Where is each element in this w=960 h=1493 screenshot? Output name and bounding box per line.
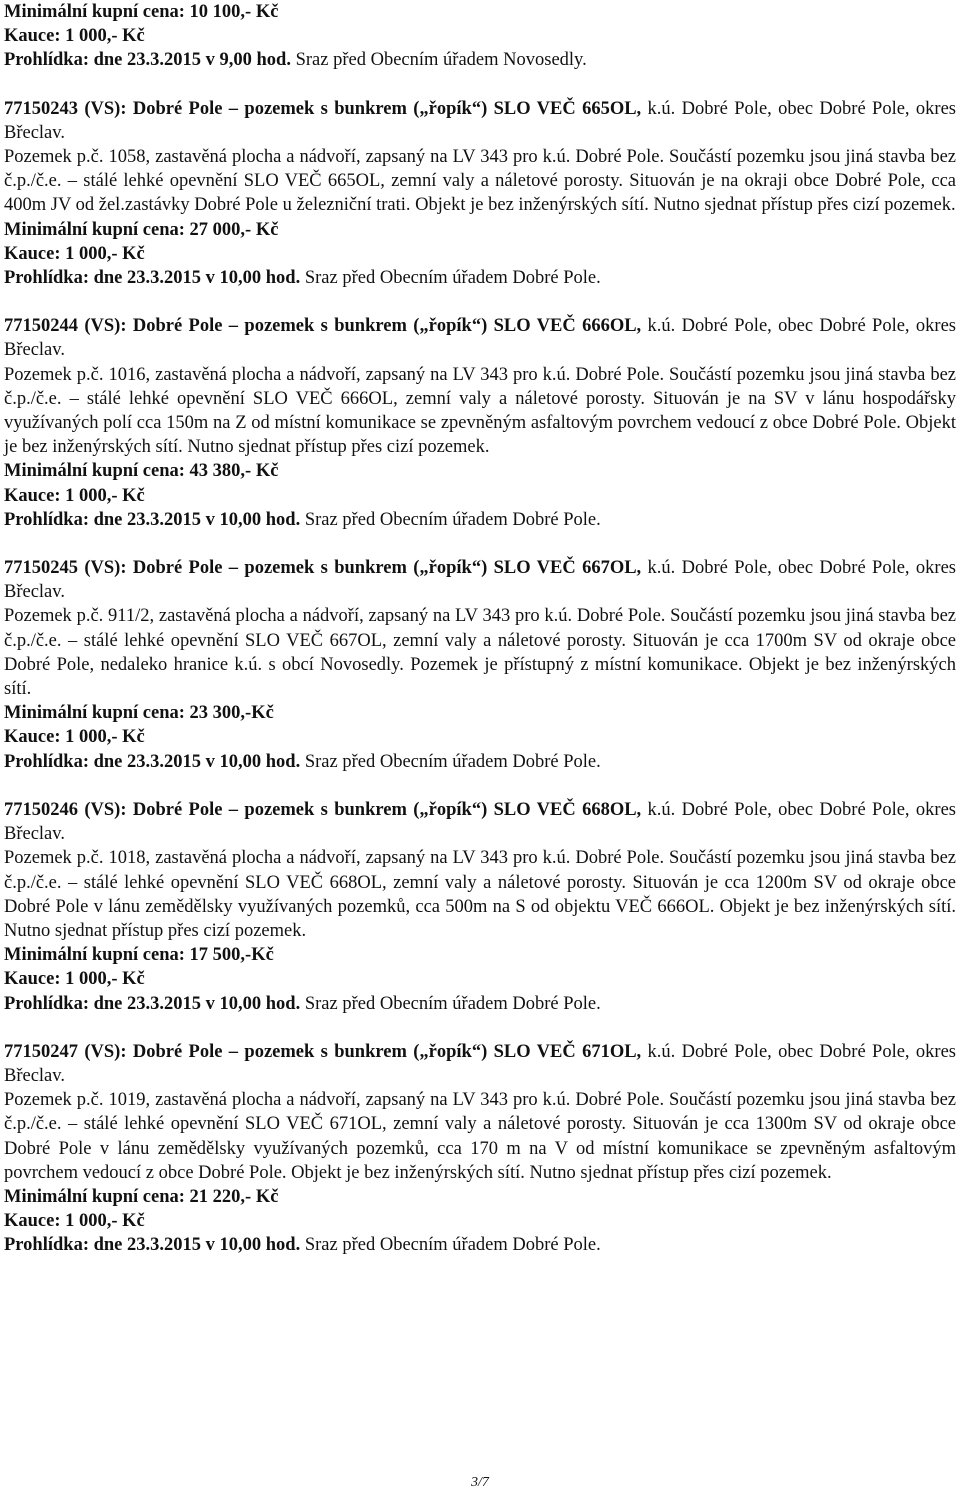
minimum-price: Minimální kupní cena: 10 100,- Kč [4, 2, 279, 22]
listing-heading [4, 314, 956, 362]
listing-77150247 [4, 1040, 956, 1258]
deposit: Kauce: 1 000,- Kč [4, 1211, 145, 1232]
listing-description: Pozemek p.č. 1019, zastavěná plocha a nádvoří, zapsaný na LV 343 pro k.ú. Dobré Pole. Součástí pozemku jsou jiná stavba bez č.p./č.e. – stálé lehké opevnění SLO VEČ 671OL, zemní valy a náletové porosty. Situován je cca 1300m SV od okraje obce Dobré Pole v lánu zemědělsky využívaných pozemků, cca 170 m na V od místní komunikace se zpevněným asfaltovým povrchem vedoucí z obce Dobré Pole. Objekt je bez inženýrských sítí. Nutno sjednat přístup přes cizí pozemek. [4, 1090, 956, 1183]
listing-heading [4, 556, 956, 604]
deposit: Kauce: 1 000,- Kč [4, 727, 145, 748]
document-page [4, 0, 956, 1258]
meeting-point: Sraz před Obecním úřadem Dobré Pole. [300, 268, 601, 289]
listing-title: 77150246 (VS): Dobré Pole – pozemek s bunkrem („řopík“) SLO VEČ 668OL, [4, 799, 642, 820]
listing-location: k.ú. Dobré Pole, obec Dobré Pole, okres Břeclav. [4, 558, 956, 603]
listing-heading [4, 97, 956, 145]
minimum-price: Minimální kupní cena: 17 500,-Kč [4, 945, 274, 966]
listing-description: Pozemek p.č. 1058, zastavěná plocha a nádvoří, zapsaný na LV 343 pro k.ú. Dobré Pole. Součástí pozemku jsou jiná stavba bez č.p./č.e. – stálé lehké opevnění SLO VEČ 665OL, zemní valy a náletové porosty. Situován je na okraji obce Dobré Pole, cca 400m JV od žel.zastávky Dobré Pole u železniční trati. Objekt je bez inženýrských sítí. Nutno sjednat přístup přes cizí pozemek. [4, 147, 956, 216]
top-continuation [4, 0, 956, 73]
meeting-point: Sraz před Obecním úřadem Novosedly. [290, 50, 587, 71]
listing-77150244 [4, 314, 956, 532]
meeting-point: Sraz před Obecním úřadem Dobré Pole. [300, 993, 601, 1014]
listing-location: k.ú. Dobré Pole, obec Dobré Pole, okres Břeclav. [4, 799, 956, 845]
meeting-point: Sraz před Obecním úřadem Dobré Pole. [300, 509, 601, 530]
deposit: Kauce: 1 000,- Kč [4, 969, 145, 990]
deposit: Kauce: 1 000,- Kč [4, 485, 145, 506]
deposit: Kauce: 1 000,- Kč [4, 26, 145, 47]
deposit: Kauce: 1 000,- Kč [4, 243, 145, 264]
listing-heading [4, 798, 956, 846]
viewing-date: Prohlídka: dne 23.3.2015 v 9,00 hod. [4, 50, 291, 71]
minimum-price: Minimální kupní cena: 21 220,- Kč [4, 1186, 279, 1207]
listing-location: k.ú. Dobré Pole, obec Dobré Pole, okres Břeclav. [4, 98, 956, 143]
viewing-date: Prohlídka: dne 23.3.2015 v 10,00 hod. [4, 993, 301, 1014]
listing-title: 77150244 (VS): Dobré Pole – pozemek s bunkrem („řopík“) SLO VEČ 666OL, [4, 316, 642, 337]
listing-77150245 [4, 556, 956, 774]
listing-location: k.ú. Dobré Pole, obec Dobré Pole, okres Břeclav. [4, 316, 956, 361]
listing-location: k.ú. Dobré Pole, obec Dobré Pole, okres Břeclav. [4, 1041, 956, 1086]
viewing-line [4, 750, 956, 774]
listing-title: 77150247 (VS): Dobré Pole – pozemek s bunkrem („řopík“) SLO VEČ 671OL, [4, 1041, 642, 1062]
viewing-line [4, 48, 956, 72]
minimum-price: Minimální kupní cena: 27 000,- Kč [4, 219, 279, 240]
viewing-line [4, 266, 956, 290]
viewing-date: Prohlídka: dne 23.3.2015 v 10,00 hod. [4, 268, 301, 289]
meeting-point: Sraz před Obecním úřadem Dobré Pole. [300, 751, 601, 772]
viewing-date: Prohlídka: dne 23.3.2015 v 10,00 hod. [4, 1235, 301, 1256]
meeting-point: Sraz před Obecním úřadem Dobré Pole. [300, 1235, 601, 1256]
viewing-line [4, 508, 956, 532]
listing-heading [4, 1040, 956, 1088]
listing-description: Pozemek p.č. 1018, zastavěná plocha a nádvoří, zapsaný na LV 343 pro k.ú. Dobré Pole. Součástí pozemku jsou jiná stavba bez č.p./č.e. – stálé lehké opevnění SLO VEČ 668OL, zemní valy a náletové porosty. Situován je cca 1200m SV od okraje obce Dobré Pole v lánu zemědělsky využívaných pozemků, cca 500m na S od objektu VEČ 666OL. Objekt je bez inženýrských sítí. Nutno sjednat přístup přes cizí pozemek. [4, 848, 956, 941]
viewing-line [4, 1233, 956, 1257]
listing-description: Pozemek p.č. 911/2, zastavěná plocha a nádvoří, zapsaný na LV 343 pro k.ú. Dobré Pole. Součástí pozemku jsou jiná stavba bez č.p./č.e. – stálé lehké opevnění SLO VEČ 667OL, zemní valy a náletové porosty. Situován je cca 1700m SV od okraje obce Dobré Pole, nedaleko hranice k.ú. s obcí Novosedly. Pozemek je přístupný z místní komunikace. Objekt je bez inženýrských sítí. [4, 606, 956, 700]
listing-title: 77150243 (VS): Dobré Pole – pozemek s bunkrem („řopík“) SLO VEČ 665OL, [4, 98, 642, 119]
listing-title: 77150245 (VS): Dobré Pole – pozemek s bunkrem („řopík“) SLO VEČ 667OL, [4, 558, 642, 579]
viewing-date: Prohlídka: dne 23.3.2015 v 10,00 hod. [4, 751, 301, 772]
viewing-line [4, 992, 956, 1016]
viewing-date: Prohlídka: dne 23.3.2015 v 10,00 hod. [4, 509, 301, 530]
minimum-price: Minimální kupní cena: 23 300,-Kč [4, 703, 274, 724]
page-number: 3/7 [471, 1475, 489, 1490]
listing-77150243 [4, 97, 956, 291]
minimum-price: Minimální kupní cena: 43 380,- Kč [4, 461, 279, 482]
listing-77150246 [4, 798, 956, 1016]
listing-description: Pozemek p.č. 1016, zastavěná plocha a nádvoří, zapsaný na LV 343 pro k.ú. Dobré Pole. Součástí pozemku jsou jiná stavba bez č.p./č.e. – stálé lehké opevnění SLO VEČ 666OL, zemní valy a náletové porosty. Situován je na SV v lánu hospodářsky využívaných polí cca 150m na Z od místní komunikace se zpevněným asfaltovým povrchem vedoucí z obce Dobré Pole. Objekt je bez inženýrských sítí. Nutno sjednat přístup přes cizí pozemek. [4, 364, 956, 458]
